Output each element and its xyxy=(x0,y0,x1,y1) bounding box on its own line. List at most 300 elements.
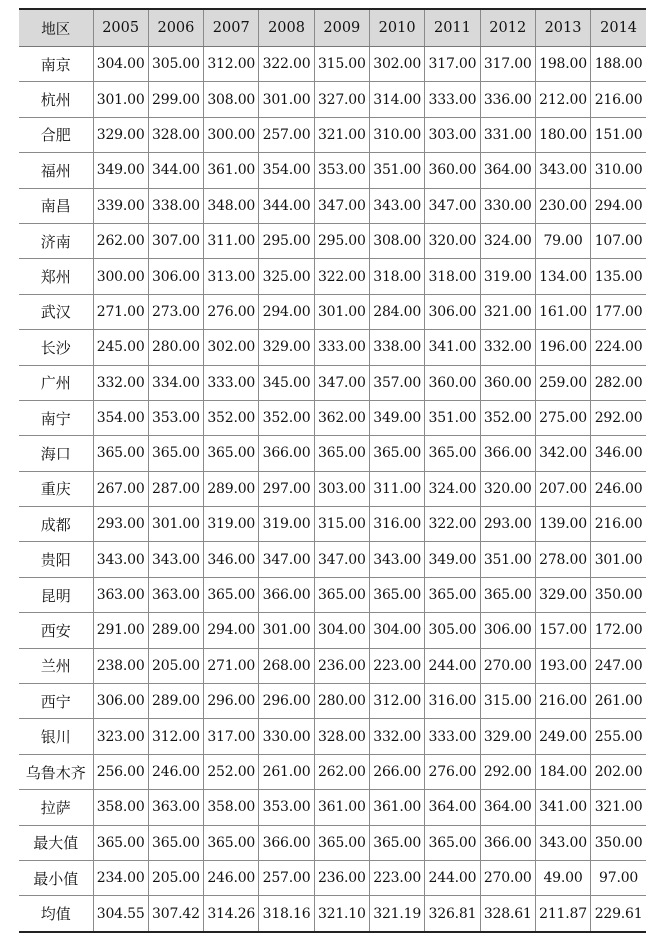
value-cell: 315.00 xyxy=(480,684,535,719)
value-cell: 312.00 xyxy=(369,684,424,719)
value-cell: 180.00 xyxy=(535,117,590,152)
value-cell: 365.00 xyxy=(425,436,480,471)
value-cell: 301.00 xyxy=(259,82,314,117)
value-cell: 321.10 xyxy=(314,896,369,932)
value-cell: 292.00 xyxy=(480,754,535,789)
value-cell: 347.00 xyxy=(314,188,369,223)
value-cell: 303.00 xyxy=(425,117,480,152)
value-cell: 366.00 xyxy=(480,825,535,860)
table-row xyxy=(19,719,646,754)
value-cell: 259.00 xyxy=(535,365,590,400)
value-cell: 349.00 xyxy=(93,153,148,188)
value-cell: 172.00 xyxy=(591,613,646,648)
value-cell: 365.00 xyxy=(369,825,424,860)
header-cell-year: 2014 xyxy=(591,9,646,47)
value-cell: 365.00 xyxy=(204,577,259,612)
value-cell: 161.00 xyxy=(535,294,590,329)
table-row xyxy=(19,436,646,471)
value-cell: 301.00 xyxy=(259,613,314,648)
row-label-cell: 重庆 xyxy=(19,471,93,506)
table-row xyxy=(19,153,646,188)
value-cell: 289.00 xyxy=(148,613,203,648)
value-cell: 229.61 xyxy=(591,896,646,932)
row-label-cell: 武汉 xyxy=(19,294,93,329)
value-cell: 330.00 xyxy=(480,188,535,223)
value-cell: 184.00 xyxy=(535,754,590,789)
value-cell: 304.00 xyxy=(314,613,369,648)
value-cell: 151.00 xyxy=(591,117,646,152)
value-cell: 294.00 xyxy=(204,613,259,648)
value-cell: 347.00 xyxy=(259,542,314,577)
value-cell: 276.00 xyxy=(204,294,259,329)
value-cell: 319.00 xyxy=(480,259,535,294)
value-cell: 342.00 xyxy=(535,436,590,471)
value-cell: 343.00 xyxy=(369,542,424,577)
table-row xyxy=(19,790,646,825)
table-row xyxy=(19,754,646,789)
value-cell: 366.00 xyxy=(259,577,314,612)
value-cell: 205.00 xyxy=(148,860,203,895)
value-cell: 316.00 xyxy=(369,507,424,542)
value-cell: 360.00 xyxy=(425,153,480,188)
value-cell: 316.00 xyxy=(425,684,480,719)
value-cell: 244.00 xyxy=(425,860,480,895)
value-cell: 317.00 xyxy=(204,719,259,754)
value-cell: 364.00 xyxy=(480,790,535,825)
row-label-cell: 成都 xyxy=(19,507,93,542)
value-cell: 321.00 xyxy=(591,790,646,825)
header-cell-year: 2011 xyxy=(425,9,480,47)
value-cell: 257.00 xyxy=(259,117,314,152)
value-cell: 289.00 xyxy=(148,684,203,719)
value-cell: 301.00 xyxy=(93,82,148,117)
value-cell: 216.00 xyxy=(591,507,646,542)
value-cell: 354.00 xyxy=(259,153,314,188)
value-cell: 268.00 xyxy=(259,648,314,683)
value-cell: 280.00 xyxy=(148,330,203,365)
value-cell: 318.00 xyxy=(369,259,424,294)
value-cell: 336.00 xyxy=(480,82,535,117)
value-cell: 343.00 xyxy=(148,542,203,577)
header-cell-year: 2010 xyxy=(369,9,424,47)
value-cell: 321.19 xyxy=(369,896,424,932)
value-cell: 329.00 xyxy=(93,117,148,152)
value-cell: 271.00 xyxy=(204,648,259,683)
value-cell: 365.00 xyxy=(204,436,259,471)
value-cell: 306.00 xyxy=(425,294,480,329)
row-label-cell: 海口 xyxy=(19,436,93,471)
table-row xyxy=(19,259,646,294)
value-cell: 247.00 xyxy=(591,648,646,683)
value-cell: 338.00 xyxy=(148,188,203,223)
value-cell: 216.00 xyxy=(535,684,590,719)
value-cell: 365.00 xyxy=(204,825,259,860)
table-row xyxy=(19,684,646,719)
value-cell: 364.00 xyxy=(425,790,480,825)
value-cell: 332.00 xyxy=(480,330,535,365)
value-cell: 311.00 xyxy=(204,223,259,258)
value-cell: 271.00 xyxy=(93,294,148,329)
row-label-cell: 郑州 xyxy=(19,259,93,294)
table-row xyxy=(19,188,646,223)
header-cell-year: 2006 xyxy=(148,9,203,47)
value-cell: 318.16 xyxy=(259,896,314,932)
value-cell: 363.00 xyxy=(148,577,203,612)
value-cell: 49.00 xyxy=(535,860,590,895)
value-cell: 317.00 xyxy=(425,47,480,82)
table-row xyxy=(19,82,646,117)
row-label-cell: 乌鲁木齐 xyxy=(19,754,93,789)
value-cell: 223.00 xyxy=(369,860,424,895)
header-cell-region: 地区 xyxy=(19,9,93,47)
value-cell: 333.00 xyxy=(425,719,480,754)
value-cell: 365.00 xyxy=(314,577,369,612)
value-cell: 328.00 xyxy=(314,719,369,754)
value-cell: 320.00 xyxy=(425,223,480,258)
table-row xyxy=(19,365,646,400)
value-cell: 307.42 xyxy=(148,896,203,932)
value-cell: 351.00 xyxy=(480,542,535,577)
value-cell: 365.00 xyxy=(425,825,480,860)
value-cell: 361.00 xyxy=(369,790,424,825)
value-cell: 293.00 xyxy=(480,507,535,542)
value-cell: 244.00 xyxy=(425,648,480,683)
value-cell: 328.00 xyxy=(148,117,203,152)
value-cell: 196.00 xyxy=(535,330,590,365)
value-cell: 349.00 xyxy=(425,542,480,577)
table-row xyxy=(19,47,646,82)
value-cell: 246.00 xyxy=(591,471,646,506)
value-cell: 358.00 xyxy=(204,790,259,825)
table-row xyxy=(19,860,646,895)
value-cell: 321.00 xyxy=(314,117,369,152)
value-cell: 352.00 xyxy=(259,400,314,435)
value-cell: 322.00 xyxy=(425,507,480,542)
value-cell: 318.00 xyxy=(425,259,480,294)
value-cell: 302.00 xyxy=(369,47,424,82)
row-label-cell: 南昌 xyxy=(19,188,93,223)
value-cell: 224.00 xyxy=(591,330,646,365)
value-cell: 308.00 xyxy=(204,82,259,117)
value-cell: 353.00 xyxy=(314,153,369,188)
value-cell: 341.00 xyxy=(535,790,590,825)
value-cell: 333.00 xyxy=(425,82,480,117)
value-cell: 249.00 xyxy=(535,719,590,754)
value-cell: 339.00 xyxy=(93,188,148,223)
value-cell: 139.00 xyxy=(535,507,590,542)
value-cell: 365.00 xyxy=(480,577,535,612)
header-row xyxy=(19,9,646,47)
value-cell: 207.00 xyxy=(535,471,590,506)
value-cell: 331.00 xyxy=(480,117,535,152)
value-cell: 306.00 xyxy=(93,684,148,719)
row-label-cell: 均值 xyxy=(19,896,93,932)
value-cell: 350.00 xyxy=(591,825,646,860)
value-cell: 294.00 xyxy=(591,188,646,223)
value-cell: 365.00 xyxy=(148,825,203,860)
row-label-cell: 拉萨 xyxy=(19,790,93,825)
value-cell: 341.00 xyxy=(425,330,480,365)
value-cell: 270.00 xyxy=(480,648,535,683)
value-cell: 297.00 xyxy=(259,471,314,506)
table-body xyxy=(19,47,646,932)
value-cell: 345.00 xyxy=(259,365,314,400)
value-cell: 107.00 xyxy=(591,223,646,258)
value-cell: 262.00 xyxy=(93,223,148,258)
value-cell: 315.00 xyxy=(314,47,369,82)
value-cell: 361.00 xyxy=(314,790,369,825)
value-cell: 300.00 xyxy=(204,117,259,152)
value-cell: 333.00 xyxy=(204,365,259,400)
value-cell: 282.00 xyxy=(591,365,646,400)
table-row xyxy=(19,542,646,577)
value-cell: 310.00 xyxy=(369,117,424,152)
value-cell: 236.00 xyxy=(314,648,369,683)
value-cell: 366.00 xyxy=(259,825,314,860)
value-cell: 198.00 xyxy=(535,47,590,82)
value-cell: 329.00 xyxy=(259,330,314,365)
value-cell: 262.00 xyxy=(314,754,369,789)
value-cell: 326.81 xyxy=(425,896,480,932)
header-cell-year: 2009 xyxy=(314,9,369,47)
row-label-cell: 最小值 xyxy=(19,860,93,895)
table-row xyxy=(19,648,646,683)
value-cell: 364.00 xyxy=(480,153,535,188)
value-cell: 202.00 xyxy=(591,754,646,789)
value-cell: 261.00 xyxy=(591,684,646,719)
header-cell-year: 2012 xyxy=(480,9,535,47)
value-cell: 296.00 xyxy=(204,684,259,719)
value-cell: 353.00 xyxy=(259,790,314,825)
value-cell: 245.00 xyxy=(93,330,148,365)
value-cell: 284.00 xyxy=(369,294,424,329)
value-cell: 303.00 xyxy=(314,471,369,506)
value-cell: 236.00 xyxy=(314,860,369,895)
value-cell: 343.00 xyxy=(369,188,424,223)
value-cell: 322.00 xyxy=(314,259,369,294)
value-cell: 246.00 xyxy=(148,754,203,789)
value-cell: 365.00 xyxy=(148,436,203,471)
value-cell: 344.00 xyxy=(148,153,203,188)
value-cell: 211.87 xyxy=(535,896,590,932)
value-cell: 354.00 xyxy=(93,400,148,435)
value-cell: 315.00 xyxy=(314,507,369,542)
value-cell: 333.00 xyxy=(314,330,369,365)
value-cell: 361.00 xyxy=(204,153,259,188)
value-cell: 157.00 xyxy=(535,613,590,648)
row-label-cell: 杭州 xyxy=(19,82,93,117)
value-cell: 305.00 xyxy=(425,613,480,648)
value-cell: 310.00 xyxy=(591,153,646,188)
value-cell: 349.00 xyxy=(369,400,424,435)
value-cell: 343.00 xyxy=(535,153,590,188)
value-cell: 321.00 xyxy=(480,294,535,329)
value-cell: 363.00 xyxy=(148,790,203,825)
value-cell: 325.00 xyxy=(259,259,314,294)
value-cell: 212.00 xyxy=(535,82,590,117)
value-cell: 306.00 xyxy=(148,259,203,294)
table-header xyxy=(19,9,646,47)
value-cell: 280.00 xyxy=(314,684,369,719)
value-cell: 312.00 xyxy=(204,47,259,82)
value-cell: 363.00 xyxy=(93,577,148,612)
value-cell: 301.00 xyxy=(314,294,369,329)
value-cell: 216.00 xyxy=(591,82,646,117)
value-cell: 287.00 xyxy=(148,471,203,506)
value-cell: 313.00 xyxy=(204,259,259,294)
table-row xyxy=(19,825,646,860)
value-cell: 323.00 xyxy=(93,719,148,754)
value-cell: 347.00 xyxy=(314,542,369,577)
value-cell: 255.00 xyxy=(591,719,646,754)
value-cell: 327.00 xyxy=(314,82,369,117)
value-cell: 267.00 xyxy=(93,471,148,506)
value-cell: 257.00 xyxy=(259,860,314,895)
value-cell: 353.00 xyxy=(148,400,203,435)
value-cell: 346.00 xyxy=(204,542,259,577)
value-cell: 304.00 xyxy=(369,613,424,648)
value-cell: 312.00 xyxy=(148,719,203,754)
row-label-cell: 贵阳 xyxy=(19,542,93,577)
value-cell: 351.00 xyxy=(425,400,480,435)
value-cell: 347.00 xyxy=(314,365,369,400)
data-table xyxy=(19,8,646,933)
value-cell: 295.00 xyxy=(314,223,369,258)
value-cell: 294.00 xyxy=(259,294,314,329)
value-cell: 334.00 xyxy=(148,365,203,400)
header-cell-year: 2007 xyxy=(204,9,259,47)
row-label-cell: 银川 xyxy=(19,719,93,754)
value-cell: 365.00 xyxy=(314,825,369,860)
row-label-cell: 昆明 xyxy=(19,577,93,612)
table-row xyxy=(19,507,646,542)
value-cell: 305.00 xyxy=(148,47,203,82)
row-label-cell: 兰州 xyxy=(19,648,93,683)
value-cell: 299.00 xyxy=(148,82,203,117)
value-cell: 360.00 xyxy=(480,365,535,400)
value-cell: 292.00 xyxy=(591,400,646,435)
header-cell-year: 2005 xyxy=(93,9,148,47)
value-cell: 301.00 xyxy=(591,542,646,577)
value-cell: 273.00 xyxy=(148,294,203,329)
value-cell: 344.00 xyxy=(259,188,314,223)
value-cell: 319.00 xyxy=(259,507,314,542)
value-cell: 330.00 xyxy=(259,719,314,754)
value-cell: 329.00 xyxy=(535,577,590,612)
value-cell: 79.00 xyxy=(535,223,590,258)
value-cell: 293.00 xyxy=(93,507,148,542)
value-cell: 322.00 xyxy=(259,47,314,82)
value-cell: 365.00 xyxy=(425,577,480,612)
value-cell: 328.61 xyxy=(480,896,535,932)
row-label-cell: 南宁 xyxy=(19,400,93,435)
value-cell: 366.00 xyxy=(259,436,314,471)
value-cell: 308.00 xyxy=(369,223,424,258)
value-cell: 357.00 xyxy=(369,365,424,400)
value-cell: 302.00 xyxy=(204,330,259,365)
value-cell: 343.00 xyxy=(93,542,148,577)
value-cell: 362.00 xyxy=(314,400,369,435)
value-cell: 177.00 xyxy=(591,294,646,329)
row-label-cell: 西安 xyxy=(19,613,93,648)
value-cell: 343.00 xyxy=(535,825,590,860)
row-label-cell: 合肥 xyxy=(19,117,93,152)
value-cell: 193.00 xyxy=(535,648,590,683)
row-label-cell: 西宁 xyxy=(19,684,93,719)
value-cell: 365.00 xyxy=(93,436,148,471)
row-label-cell: 广州 xyxy=(19,365,93,400)
value-cell: 311.00 xyxy=(369,471,424,506)
data-table-container xyxy=(19,8,646,933)
value-cell: 360.00 xyxy=(425,365,480,400)
table-row xyxy=(19,896,646,932)
value-cell: 314.00 xyxy=(369,82,424,117)
value-cell: 270.00 xyxy=(480,860,535,895)
value-cell: 301.00 xyxy=(148,507,203,542)
value-cell: 320.00 xyxy=(480,471,535,506)
value-cell: 304.55 xyxy=(93,896,148,932)
table-row xyxy=(19,117,646,152)
value-cell: 256.00 xyxy=(93,754,148,789)
value-cell: 365.00 xyxy=(369,436,424,471)
value-cell: 348.00 xyxy=(204,188,259,223)
value-cell: 358.00 xyxy=(93,790,148,825)
value-cell: 234.00 xyxy=(93,860,148,895)
value-cell: 347.00 xyxy=(425,188,480,223)
value-cell: 205.00 xyxy=(148,648,203,683)
value-cell: 352.00 xyxy=(204,400,259,435)
table-row xyxy=(19,400,646,435)
value-cell: 252.00 xyxy=(204,754,259,789)
row-label-cell: 福州 xyxy=(19,153,93,188)
value-cell: 276.00 xyxy=(425,754,480,789)
value-cell: 324.00 xyxy=(425,471,480,506)
row-label-cell: 最大值 xyxy=(19,825,93,860)
row-label-cell: 济南 xyxy=(19,223,93,258)
row-label-cell: 南京 xyxy=(19,47,93,82)
value-cell: 223.00 xyxy=(369,648,424,683)
value-cell: 346.00 xyxy=(591,436,646,471)
value-cell: 319.00 xyxy=(204,507,259,542)
table-row xyxy=(19,613,646,648)
value-cell: 338.00 xyxy=(369,330,424,365)
value-cell: 296.00 xyxy=(259,684,314,719)
value-cell: 317.00 xyxy=(480,47,535,82)
header-cell-year: 2013 xyxy=(535,9,590,47)
value-cell: 246.00 xyxy=(204,860,259,895)
value-cell: 289.00 xyxy=(204,471,259,506)
value-cell: 306.00 xyxy=(480,613,535,648)
value-cell: 307.00 xyxy=(148,223,203,258)
table-row xyxy=(19,471,646,506)
value-cell: 238.00 xyxy=(93,648,148,683)
value-cell: 329.00 xyxy=(480,719,535,754)
value-cell: 266.00 xyxy=(369,754,424,789)
table-row xyxy=(19,330,646,365)
value-cell: 188.00 xyxy=(591,47,646,82)
value-cell: 351.00 xyxy=(369,153,424,188)
value-cell: 352.00 xyxy=(480,400,535,435)
value-cell: 97.00 xyxy=(591,860,646,895)
value-cell: 278.00 xyxy=(535,542,590,577)
value-cell: 365.00 xyxy=(93,825,148,860)
value-cell: 295.00 xyxy=(259,223,314,258)
value-cell: 350.00 xyxy=(591,577,646,612)
table-row xyxy=(19,294,646,329)
value-cell: 365.00 xyxy=(369,577,424,612)
value-cell: 300.00 xyxy=(93,259,148,294)
value-cell: 134.00 xyxy=(535,259,590,294)
